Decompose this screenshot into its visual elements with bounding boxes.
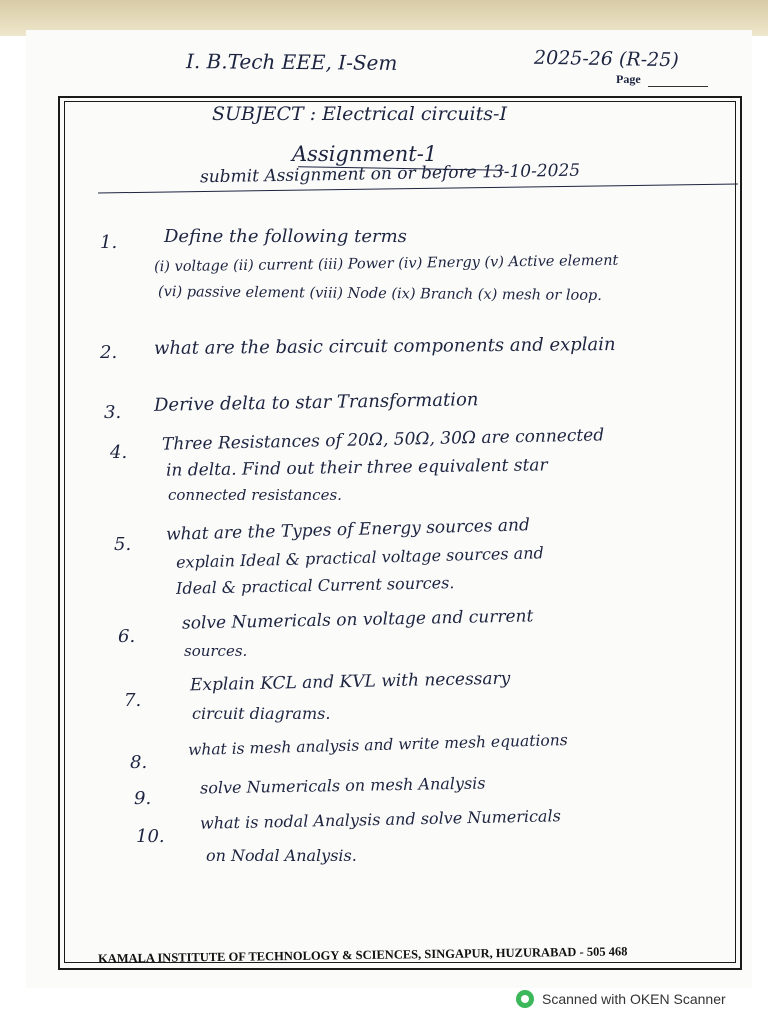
question-line: what is nodal Analysis and solve Numericals — [199, 806, 562, 833]
question-line: in delta. Find out their three equivalent star — [165, 455, 548, 481]
question-line: Derive delta to star Transformation — [153, 389, 479, 416]
question-number: 1. — [100, 232, 118, 253]
scanner-text: Scanned with OKEN Scanner — [542, 991, 726, 1007]
scanner-logo-icon — [516, 990, 534, 1008]
question-number: 4. — [110, 442, 128, 463]
question-number: 9. — [134, 788, 152, 809]
assignment-title: Assignment-1 — [292, 142, 438, 166]
question-line: solve Numericals on mesh Analysis — [199, 773, 486, 798]
question-line: (i) voltage (ii) current (iii) Power (iv) Energy (v) Active element — [153, 252, 619, 276]
institution-footer: KAMALA INSTITUTE OF TECHNOLOGY & SCIENCES, SINGAPUR, HUZURABAD - 505 468 — [97, 944, 628, 966]
question-number: 8. — [130, 752, 148, 773]
question-number: 3. — [104, 402, 122, 423]
question-number: 10. — [136, 826, 165, 847]
question-line: Define the following terms — [164, 226, 407, 247]
question-line: explain Ideal & practical voltage sources and — [175, 543, 544, 572]
subject-title: SUBJECT : Electrical circuits-I — [212, 103, 507, 125]
question-number: 2. — [100, 342, 118, 363]
course-header: I. B.Tech EEE, I-Sem — [185, 49, 398, 75]
scanner-watermark — [516, 990, 726, 1008]
question-line: sources. — [184, 642, 248, 660]
question-line: (vi) passive element (viii) Node (ix) Branch (x) mesh or loop. — [157, 284, 602, 304]
question-number: 6. — [118, 626, 136, 647]
question-line: Explain KCL and KVL with necessary — [189, 668, 511, 696]
question-line: solve Numericals on voltage and current — [181, 606, 534, 634]
question-line: connected resistances. — [168, 486, 342, 504]
question-line: what are the basic circuit components and explain — [153, 333, 616, 360]
question-line: circuit diagrams. — [192, 704, 331, 723]
question-line: what is mesh analysis and write mesh equations — [187, 731, 568, 759]
question-line: Ideal & practical Current sources. — [175, 573, 455, 598]
question-number: 7. — [124, 690, 142, 711]
question-line: on Nodal Analysis. — [206, 846, 357, 865]
question-line: what are the Types of Energy sources and — [165, 515, 531, 545]
page-label: Page — [616, 72, 641, 86]
question-line: Three Resistances of 20Ω, 50Ω, 30Ω are connected — [161, 425, 605, 455]
question-number: 5. — [114, 534, 132, 555]
submit-note: submit Assignment on or before 13-10-2025 — [199, 160, 581, 188]
page-number-line — [648, 86, 708, 87]
academic-year: 2025-26 (R-25) — [533, 46, 679, 72]
